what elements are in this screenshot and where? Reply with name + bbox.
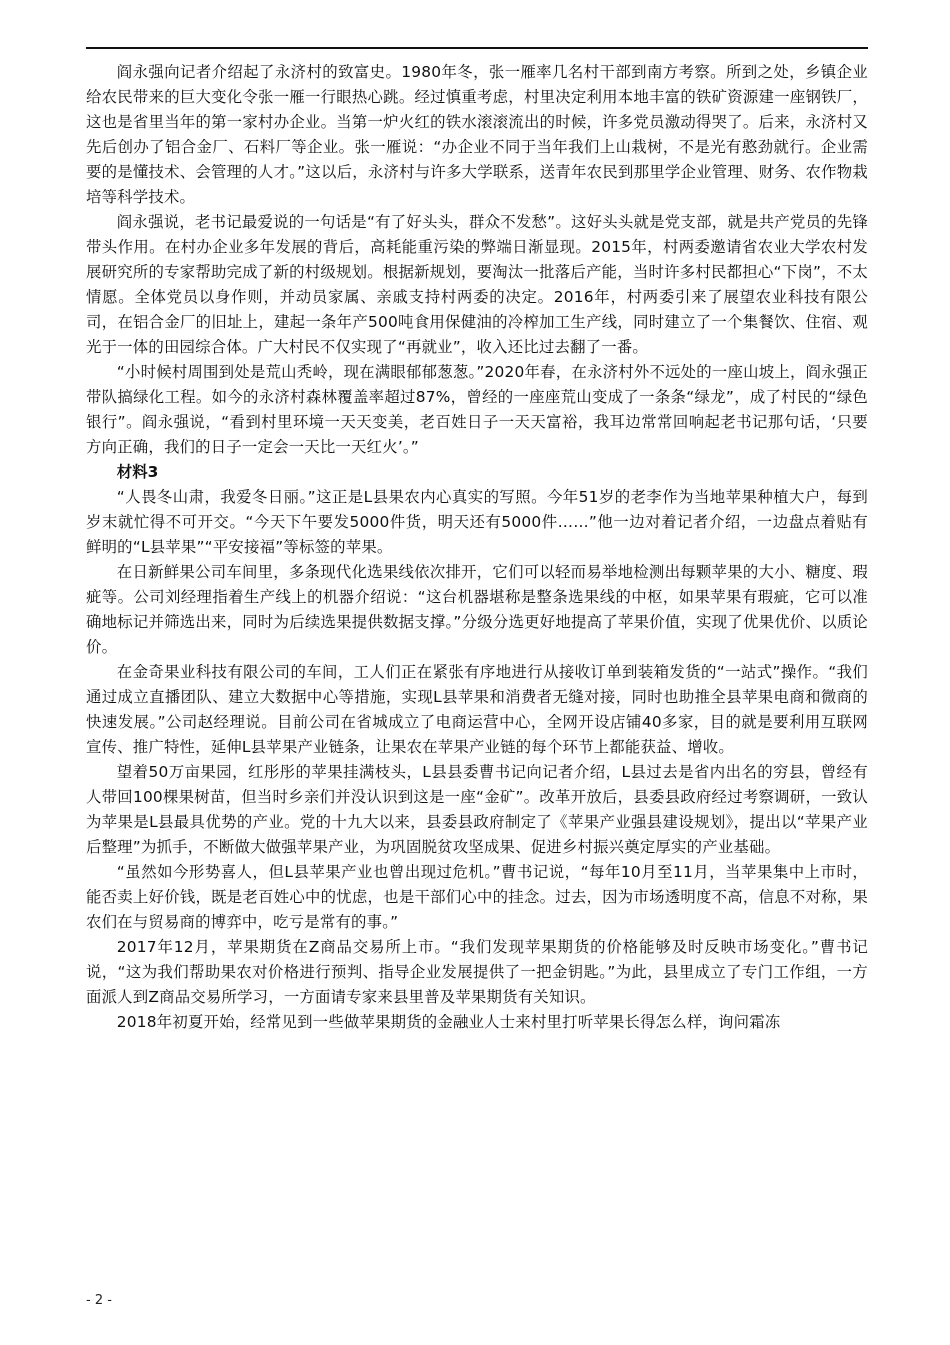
paragraph: “虽然如今形势喜人，但L县苹果产业也曾出现过危机。”曹书记说，“每年10月至11月，当苹果集中上市时，能否卖上好价钱，既是老百姓心中的忧虑，也是干部们心中的挂念。过去，因为市场透明度不高，信息不对称，果农们在与贸易商的博弈中，吃亏是常有的事。”	[86, 863, 868, 931]
header-rule	[86, 47, 868, 49]
paragraph: 2018年初夏开始，经常见到一些做苹果期货的金融业人士来村里打听苹果长得怎么样，询问霜冻	[116, 1013, 781, 1031]
document-body	[86, 60, 868, 1035]
section-heading: 材料3	[116, 463, 159, 481]
paragraph: 在日新鲜果公司车间里，多条现代化选果线依次排开，它们可以轻而易举地检测出每颗苹果的大小、糖度、瑕疵等。公司刘经理指着生产线上的机器介绍说：“这台机器堪称是整条选果线的中枢，如果苹果有瑕疵，它可以准确地标记并筛选出来，同时为后续选果提供数据支撑。”分级分选更好地提高了苹果价值，实现了优果优价、以质论价。	[86, 563, 868, 656]
paragraph: “人畏冬山肃，我爱冬日丽。”这正是L县果农内心真实的写照。今年51岁的老李作为当地苹果种植大户，每到岁末就忙得不可开交。“今天下午要发5000件货，明天还有5000件……”他一边对着记者介绍，一边盘点着贴有鲜明的“L县苹果”“平安接福”等标签的苹果。	[86, 488, 868, 556]
paragraph: 2017年12月，苹果期货在Z商品交易所上市。“我们发现苹果期货的价格能够及时反映市场变化。”曹书记说，“这为我们帮助果农对价格进行预判、指导企业发展提供了一把金钥匙。”为此，县里成立了专门工作组，一方面派人到Z商品交易所学习，一方面请专家来县里普及苹果期货有关知识。	[86, 938, 868, 1006]
paragraph: 望着50万亩果园，红彤彤的苹果挂满枝头，L县县委曹书记向记者介绍，L县过去是省内出名的穷县，曾经有人带回100棵果树苗，但当时乡亲们并没认识到这是一座“金矿”。改革开放后，县委县政府经过考察调研，一致认为苹果是L县最具优势的产业。党的十九大以来，县委县政府制定了《苹果产业强县建设规划》，提出以“苹果产业后整理”为抓手，不断做大做强苹果产业，为巩固脱贫攻坚成果、促进乡村振兴奠定厚实的产业基础。	[86, 763, 868, 856]
paragraph: 阎永强向记者介绍起了永济村的致富史。1980年冬，张一雁率几名村干部到南方考察。所到之处，乡镇企业给农民带来的巨大变化令张一雁一行眼热心跳。经过慎重考虑，村里决定利用本地丰富的铁矿资源建一座钢铁厂，这也是省里当年的第一家村办企业。当第一炉火红的铁水滚滚流出的时候，许多党员激动得哭了。后来，永济村又先后创办了铝合金厂、石料厂等企业。张一雁说：“办企业不同于当年我们上山栽树，不是光有憨劲就行。企业需要的是懂技术、会管理的人才。”这以后，永济村与许多大学联系，送青年农民到那里学企业管理、财务、农作物栽培等科学技术。	[86, 63, 868, 206]
paragraph: “小时候村周围到处是荒山秃岭，现在满眼郁郁葱葱。”2020年春，在永济村外不远处的一座山坡上，阎永强正带队搞绿化工程。如今的永济村森林覆盖率超过87%，曾经的一座座荒山变成了一条条“绿龙”，成了村民的“绿色银行”。阎永强说，“看到村里环境一天天变美，老百姓日子一天天富裕，我耳边常常回响起老书记那句话，‘只要方向正确，我们的日子一定会一天比一天红火’。”	[86, 363, 868, 456]
page-number: - 2 -	[86, 1293, 112, 1308]
paragraph: 阎永强说，老书记最爱说的一句话是“有了好头头，群众不发愁”。这好头头就是党支部，就是共产党员的先锋带头作用。在村办企业多年发展的背后，高耗能重污染的弊端日渐显现。2015年，村两委邀请省农业大学农村发展研究所的专家帮助完成了新的村级规划。根据新规划，要淘汰一批落后产能，当时许多村民都担心“下岗”，不太情愿。全体党员以身作则，并动员家属、亲戚支持村两委的决定。2016年，村两委引来了展望农业科技有限公司，在铝合金厂的旧址上，建起一条年产500吨食用保健油的冷榨加工生产线，同时建立了一个集餐饮、住宿、观光于一体的田园综合体。广大村民不仅实现了“再就业”，收入还比过去翻了一番。	[86, 213, 868, 356]
paragraph: 在金奇果业科技有限公司的车间，工人们正在紧张有序地进行从接收订单到装箱发货的“一站式”操作。“我们通过成立直播团队、建立大数据中心等措施，实现L县苹果和消费者无缝对接，同时也助推全县苹果电商和微商的快速发展。”公司赵经理说。目前公司在省城成立了电商运营中心，全网开设店铺40多家，目的就是要利用互联网宣传、推广特性，延伸L县苹果产业链条，让果农在苹果产业链的每个环节上都能获益、增收。	[86, 663, 868, 756]
